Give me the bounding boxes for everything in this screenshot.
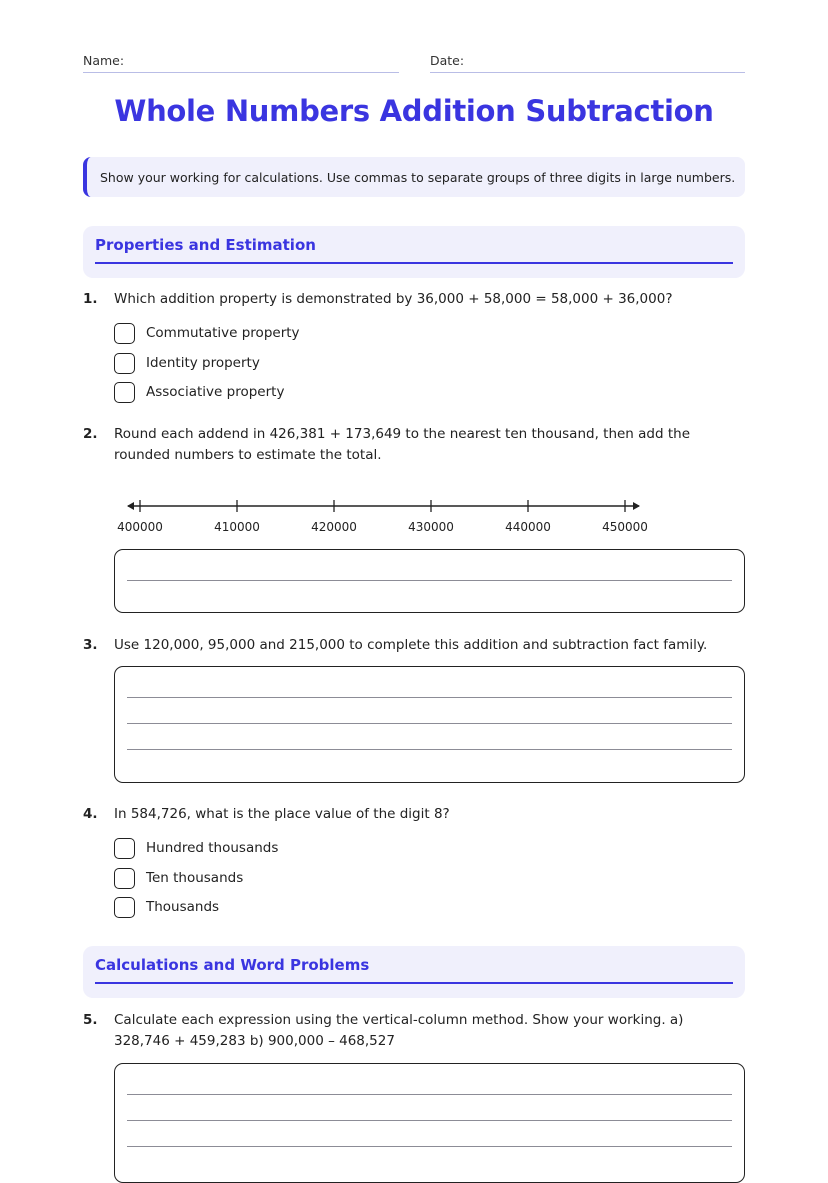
answer-line (127, 749, 732, 750)
section-title: Calculations and Word Problems (95, 956, 370, 974)
choice-label: Identity property (146, 355, 260, 371)
choice-item[interactable] (114, 321, 300, 345)
choice-label: Commutative property (146, 325, 300, 341)
number-line-tick-label: 430000 (408, 520, 454, 534)
answer-line (127, 1120, 732, 1121)
name-field[interactable] (83, 72, 399, 73)
choice-item[interactable] (114, 836, 278, 860)
question-number: 1. (83, 291, 98, 307)
question-number: 4. (83, 806, 98, 822)
question-text: Calculate each expression using the vertical-column method. Show your working. a) 328,746 + 459,283 b) 900,000 – 468,527 (114, 1012, 684, 1049)
section-rule (95, 262, 733, 264)
answer-box[interactable] (114, 1063, 745, 1183)
question-number: 5. (83, 1012, 98, 1028)
date-label: Date: (430, 53, 465, 68)
number-line-tick-label: 400000 (117, 520, 163, 534)
number-line-tick-label: 410000 (214, 520, 260, 534)
choice-item[interactable] (114, 895, 219, 919)
question-number: 3. (83, 637, 98, 653)
checkbox[interactable] (114, 868, 135, 889)
question-number: 2. (83, 426, 98, 442)
number-line-group (117, 500, 648, 534)
page-title: Whole Numbers Addition Subtraction (114, 94, 714, 128)
section-title: Properties and Estimation (95, 236, 316, 254)
section-header-properties (83, 226, 745, 278)
checkbox[interactable] (114, 838, 135, 859)
answer-box[interactable] (114, 666, 745, 783)
arrow-left-icon (127, 502, 134, 510)
question-text: Round each addend in 426,381 + 173,649 to the nearest ten thousand, then add the rounded numbers to estimate the total. (114, 426, 691, 463)
question-text: Use 120,000, 95,000 and 215,000 to complete this addition and subtraction fact family. (114, 637, 708, 653)
question-text: In 584,726, what is the place value of the digit 8? (114, 806, 450, 822)
checkbox[interactable] (114, 897, 135, 918)
checkbox[interactable] (114, 353, 135, 374)
number-line-tick-label: 450000 (602, 520, 648, 534)
answer-line (127, 580, 732, 581)
choice-item[interactable] (114, 866, 243, 890)
instructions-box (83, 157, 745, 197)
choice-label: Associative property (146, 384, 285, 400)
name-label: Name: (83, 53, 125, 68)
section-header-calculations (83, 946, 745, 998)
choice-label: Ten thousands (146, 870, 244, 886)
date-field[interactable] (430, 72, 745, 73)
checkbox[interactable] (114, 323, 135, 344)
choice-item[interactable] (114, 351, 260, 375)
number-line-tick-label: 440000 (505, 520, 551, 534)
answer-box[interactable] (114, 549, 745, 613)
instructions-text: Show your working for calculations. Use commas to separate groups of three digits in large numbers. (100, 169, 736, 185)
answer-line (127, 1146, 732, 1147)
choice-label: Thousands (146, 899, 220, 915)
section-rule (95, 982, 733, 984)
question-text: Which addition property is demonstrated by 36,000 + 58,000 = 58,000 + 36,000? (114, 291, 673, 307)
answer-line (127, 1094, 732, 1095)
choice-item[interactable] (114, 380, 284, 404)
answer-line (127, 723, 732, 724)
arrow-right-icon (633, 502, 640, 510)
choice-label: Hundred thousands (146, 840, 279, 856)
checkbox[interactable] (114, 382, 135, 403)
answer-line (127, 697, 732, 698)
number-line-tick-label: 420000 (311, 520, 357, 534)
